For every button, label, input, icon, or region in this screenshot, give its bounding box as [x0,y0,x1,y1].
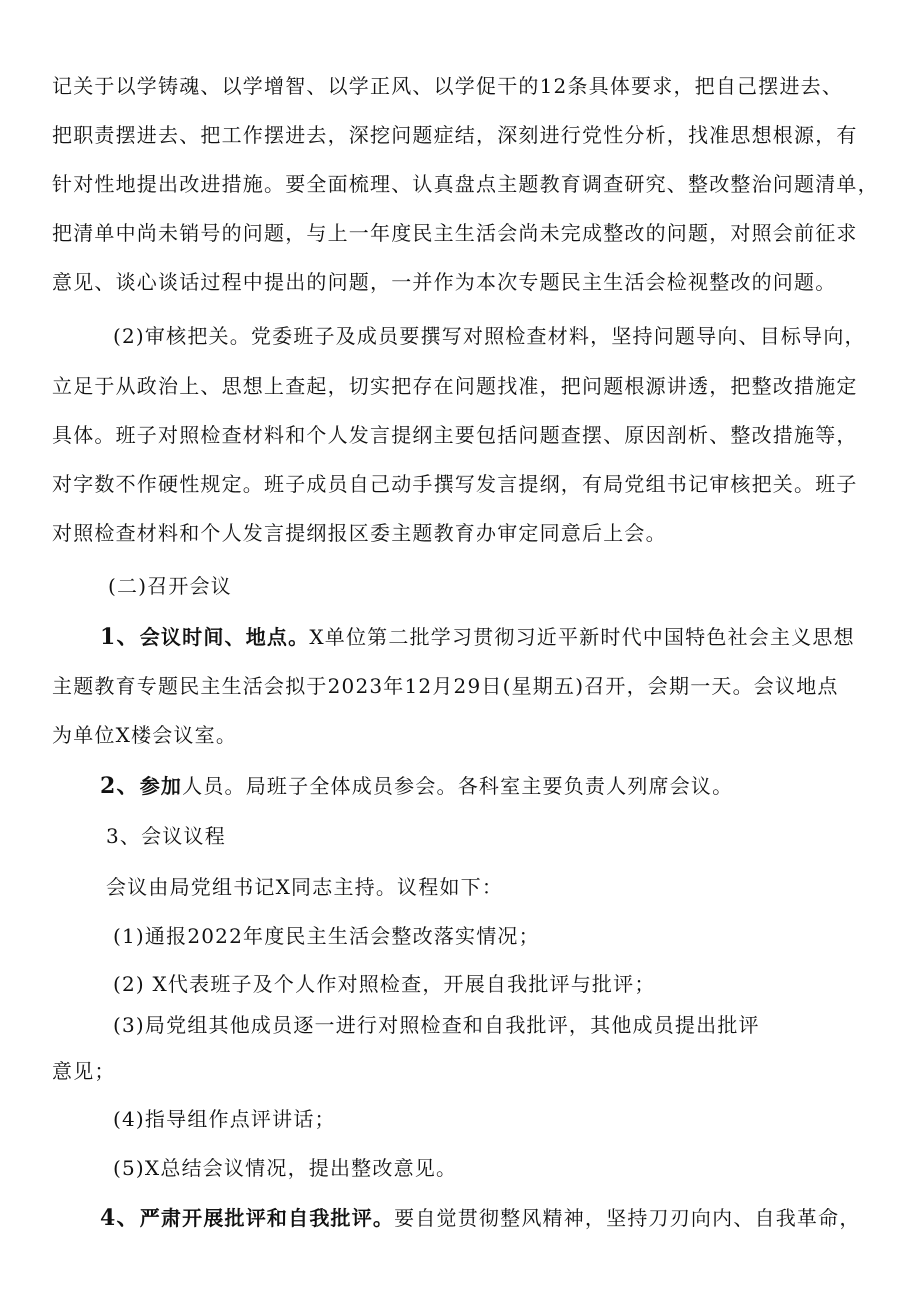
item4-number: 4、 [100,1205,140,1231]
item1-bold-title: 会议时间、地点。 [139,625,310,649]
agenda-item-2: (2) X代表班子及个人作对照检查，开展自我批评与批评； [113,972,656,996]
item2-line [100,772,733,800]
item1-line1-text: X单位第二批学习贯彻习近平新时代中国特色社会主义思想 [309,625,855,649]
para1-line2: 把职责摆进去、把工作摆进去，深挖问题症结，深刻进行党性分析，找准思想根源，有 [52,123,858,147]
item4-line [100,1204,861,1232]
item2-bold-title: 参加 [139,774,183,798]
item4-bold-title: 严肃开展批评和自我批评。 [139,1206,395,1230]
item2-number: 2、 [100,773,140,799]
item2-text: 人员。局班子全体成员参会。各科室主要负责人列席会议。 [182,774,734,798]
item1-number: 1、 [100,624,140,650]
agenda-item-3: (3)局党组其他成员逐一进行对照检查和自我批评，其他成员提出批评 [113,1013,760,1037]
agenda-intro: 会议由局党组书记X同志主持。议程如下： [106,875,504,899]
para1-line3: 针对性地提出改进措施。要全面梳理、认真盘点主题教育调查研究、整改整治问题清单， [52,172,879,196]
agenda-item-4: (4)指导组作点评讲话； [113,1107,336,1131]
agenda-item-1: (1)通报2022年度民主生活会整改落实情况； [113,924,540,948]
item1-line2: 主题教育专题民主生活会拟于2023年12月29日(星期五)召开，会期一天。会议地点 [52,674,839,698]
item3-heading: 3、会议议程 [106,824,226,848]
para2-line3: 具体。班子对照检查材料和个人发言提纲主要包括问题查摆、原因剖析、整改措施等， [52,423,858,447]
para1-line1: 记关于以学铸魂、以学增智、以学正风、以学促干的12条具体要求，把自己摆进去、 [52,74,844,98]
item4-text: 要自觉贯彻整风精神，坚持刀刃向内、自我革命， [394,1206,861,1230]
item1-line1 [100,623,855,651]
section-heading-convene: (二)召开会议 [108,574,233,598]
para2-line1: (2)审核把关。党委班子及成员要撰写对照检查材料，坚持问题导向、目标导向， [113,324,866,348]
item1-line3: 为单位X楼会议室。 [52,723,238,747]
agenda-item-5: (5)X总结会议情况，提出整改意见。 [113,1156,458,1180]
para1-line4: 把清单中尚未销号的问题，与上一年度民主生活会尚未完成整改的问题，对照会前征求 [52,221,858,245]
para2-line4: 对字数不作硬性规定。班子成员自己动手撰写发言提纲，有局党组书记审核把关。班子 [52,472,858,496]
para2-line2: 立足于从政治上、思想上查起，切实把存在问题找准，把问题根源讲透，把整改措施定 [52,374,858,398]
para1-line5: 意见、谈心谈话过程中提出的问题，一并作为本次专题民主生活会检视整改的问题。 [52,270,837,294]
agenda-item-3-cont: 意见； [52,1059,116,1083]
para2-line5: 对照检查材料和个人发言提纲报区委主题教育办审定同意后上会。 [52,521,667,545]
